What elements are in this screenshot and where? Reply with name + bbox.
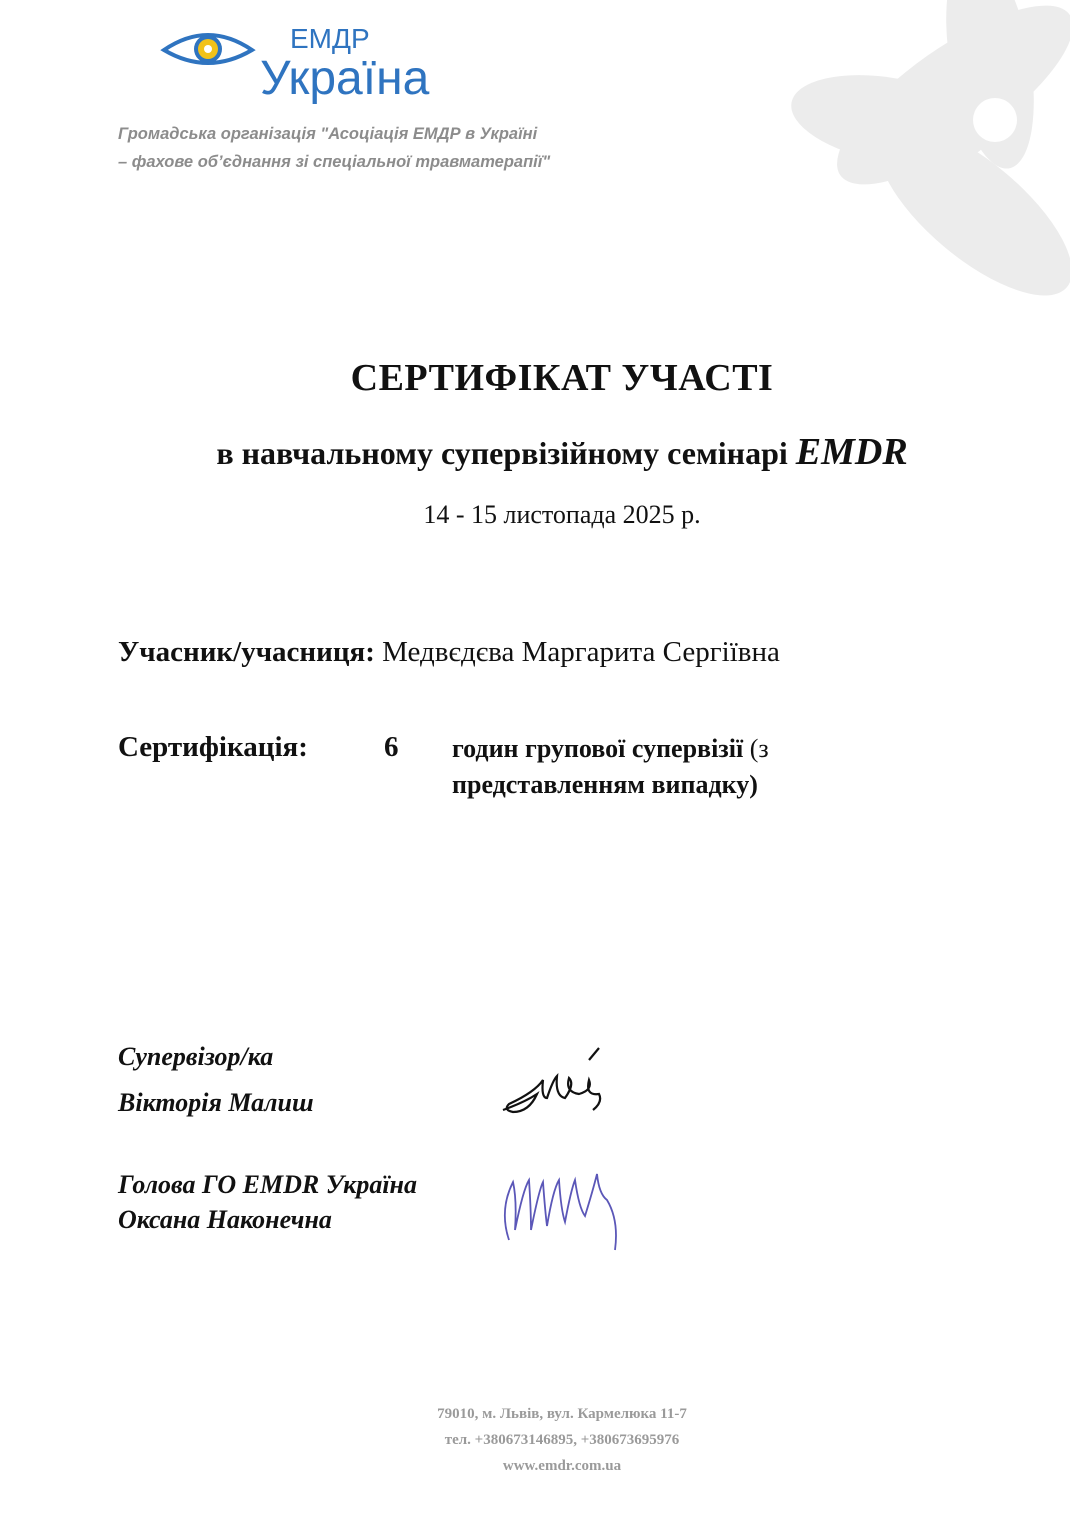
certification-desc-bold: годин групової супервізії — [452, 734, 744, 763]
certification-desc-line-2: представленням випадку) — [452, 770, 758, 799]
org-name-line-1: Громадська організація "Асоціація ЕМДР в Україні — [118, 125, 538, 143]
supervisor-name: Вікторія Малиш — [118, 1088, 314, 1117]
subtitle-emdr: EMDR — [795, 431, 908, 473]
head-name: Оксана Наконечна — [118, 1205, 332, 1234]
certificate-title: СЕРТИФІКАТ УЧАСТІ — [350, 357, 774, 399]
certificate-subtitle — [0, 430, 1070, 474]
supervisor-signature — [495, 1040, 620, 1120]
subtitle-text: в навчальному супервізійному семінарі — [216, 435, 788, 471]
footer-website[interactable]: www.emdr.com.ua — [502, 1458, 622, 1474]
participant-row — [118, 636, 780, 669]
certification-hours: 6 — [384, 731, 399, 763]
head-signature — [495, 1160, 625, 1260]
org-name-line-2: – фахове об’єднання зі спеціальної травматерапії" — [118, 153, 551, 171]
supervisor-role: Супервізор/ка — [118, 1042, 274, 1071]
logo-text-main: Україна — [260, 52, 430, 105]
certification-label: Сертифікація: — [118, 731, 308, 763]
participant-name: Медвєдєва Маргарита Сергіївна — [382, 636, 780, 668]
footer-phones: тел. +380673146895, +380673695976 — [444, 1432, 680, 1448]
certification-desc-plain: (з — [749, 734, 769, 763]
head-role: Голова ГО EMDR Україна — [118, 1170, 417, 1199]
eye-icon — [164, 35, 252, 63]
seminar-dates: 14 - 15 листопада 2025 р. — [423, 500, 701, 529]
emdr-ukraine-logo — [160, 18, 460, 108]
certification-description — [452, 734, 769, 764]
logo-text-top: ЕМДР — [290, 23, 370, 54]
decorative-flower-watermark — [740, 0, 1070, 330]
participant-label: Учасник/учасниця: — [118, 636, 375, 668]
footer-address: 79010, м. Львів, вул. Кармелюка 11-7 — [437, 1406, 687, 1422]
